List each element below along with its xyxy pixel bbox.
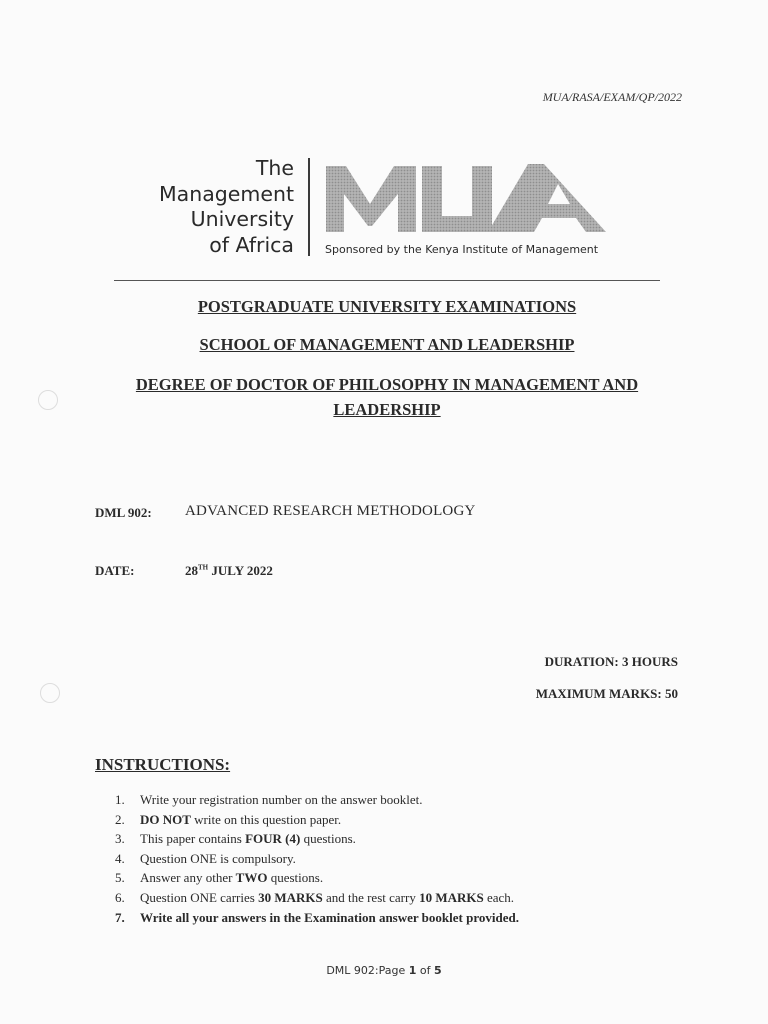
instructions-list [115,790,519,927]
university-name [118,156,294,258]
instruction-emphasis: 30 MARKS [258,889,323,905]
punch-hole-mark [40,683,60,703]
exam-level-heading: POSTGRADUATE UNIVERSITY EXAMINATIONS [197,297,577,316]
instruction-item [115,849,519,869]
mua-logo-mark [322,160,612,238]
page-footer [0,964,768,977]
punch-hole-mark [38,390,58,410]
instruction-number: 2. [115,811,125,827]
instruction-emphasis: FOUR (4) [245,831,301,847]
degree-heading [100,372,674,422]
logo-divider [308,158,310,256]
instruction-number: 4. [115,850,125,866]
instruction-item [115,908,519,928]
instruction-text: each. [483,889,515,905]
school-heading: SCHOOL OF MANAGEMENT AND LEADERSHIP [199,335,575,354]
instruction-number: 3. [115,831,125,847]
exam-duration: DURATION: 3 HOURS [544,654,678,669]
date-month-year: JULY 2022 [208,563,273,578]
exam-date [185,563,273,579]
university-name-line: of Africa [209,232,294,257]
instruction-text: Answer any other [140,870,236,886]
instruction-number: 6. [115,889,125,905]
instruction-text: questions. [267,870,324,886]
instruction-number: 1. [115,792,125,807]
document-reference: MUA/RASA/EXAM/QP/2022 [542,90,682,104]
instruction-text: write on this question paper. [190,811,342,827]
instruction-emphasis: DO NOT [140,811,191,827]
instruction-item [115,790,519,810]
instruction-item [115,829,519,849]
instruction-text: questions. [300,831,356,847]
instruction-item [115,810,519,830]
instruction-text: Question ONE carries [140,889,259,905]
instruction-text: and the rest carry [322,889,420,905]
instruction-number: 5. [115,870,125,886]
instruction-number: 7. [115,909,125,925]
degree-heading-line2: LEADERSHIP [333,400,441,419]
instruction-text: Question ONE is compulsory. [140,850,296,866]
date-label: DATE: [95,563,135,578]
instruction-item [115,888,519,908]
instruction-text: Write all your answers in the Examination answer booklet provided. [140,909,519,925]
footer-of: of [416,964,435,977]
course-title: ADVANCED RESEARCH METHODOLOGY [185,503,476,519]
instruction-item [115,868,519,888]
date-day: 28 [185,563,198,578]
instructions-title: INSTRUCTIONS: [95,755,231,774]
header-rule [114,280,660,281]
university-name-line: University [190,207,294,231]
date-suffix: TH [198,563,209,572]
university-name-line: Management [158,181,294,206]
degree-heading-line1: DEGREE OF DOCTOR OF PHILOSOPHY IN MANAGEMENT AND [135,375,639,394]
instruction-emphasis: TWO [235,870,268,886]
footer-page-number: 1 [408,964,417,977]
university-name-line: The [255,156,294,180]
instruction-text: This paper contains [140,831,246,847]
maximum-marks: MAXIMUM MARKS: 50 [535,686,678,701]
instruction-text: Write your registration number on the answer booklet. [140,792,423,807]
sponsor-line: Sponsored by the Kenya Institute of Management [325,243,599,256]
course-code: DML 902: [95,505,152,520]
footer-label: DML 902:Page [326,964,409,977]
footer-page-total: 5 [434,964,442,977]
instruction-emphasis: 10 MARKS [419,889,484,905]
